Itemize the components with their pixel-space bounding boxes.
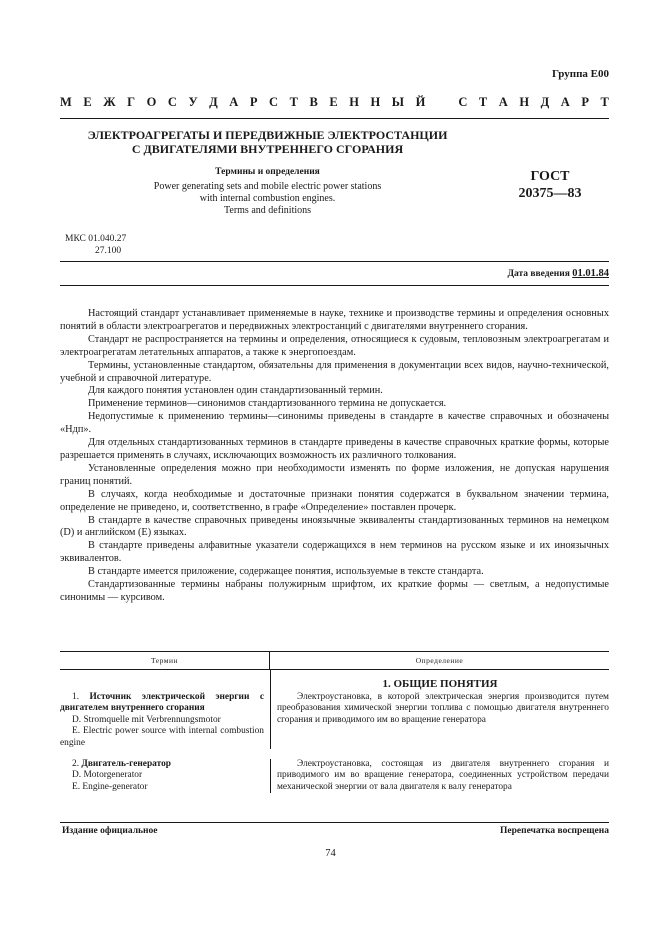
header-letter: Ы — [391, 95, 405, 109]
header-gap — [437, 95, 447, 110]
paragraph: Для отдельных стандартизованных терминов в стандарте приведены в качестве справочных краткие формы, которые разрешается применять в случаях, исключающих возможность их различного толкования. — [60, 437, 609, 461]
header-letter: С — [269, 95, 279, 109]
column-definition-header: Определение — [415, 655, 464, 665]
definition-text: Электроустановка, состоящая из двигателя внутреннего сгорания и приводимого им во вращение генератора, соединенных устройством передачи механической энергии от вала двигателя к валу генератора — [277, 759, 609, 792]
header-letter: С — [458, 95, 468, 109]
subtitle-en-line-3: Terms and definitions — [223, 205, 312, 216]
subtitle-en-line-2: with internal combustion engines. — [199, 193, 336, 204]
term-name: Двигатель-генератор — [81, 759, 171, 770]
header-rule — [60, 118, 609, 119]
header-letter: Ж — [103, 95, 116, 109]
header-letter: Р — [581, 95, 589, 109]
header-letter: М — [60, 95, 72, 109]
header-letter: А — [560, 95, 570, 109]
table-rows — [60, 692, 609, 793]
divider — [60, 261, 609, 262]
subtitle-en-line-1: Power generating sets and mobile electric power stations — [153, 181, 382, 192]
header-letter: Д — [540, 95, 550, 109]
standard-type-header — [60, 95, 609, 110]
paragraph: В случаях, когда необходимые и достаточные признаки понятия содержатся в буквальном значении термина, определение не приведено, и, соответственно, в графе «Определение» поставлен прочерк. — [60, 488, 609, 513]
gost-label: ГОСТ — [530, 169, 570, 184]
paragraph: Стандартизованные термины набраны полужирным шрифтом, их краткие формы — светлым, а недопустимые синонимы — курсивом. — [60, 579, 609, 603]
header-letter: А — [229, 95, 239, 109]
title-line-2: С ДВИГАТЕЛЯМИ ВНУТРЕННЕГО СГОРАНИЯ — [131, 142, 404, 156]
header-letter: Р — [249, 95, 258, 109]
paragraph: Термины, установленные стандартом, обязательны для применения в документации всех видов, научно-технической, учебной и справочной литературе. — [60, 359, 609, 384]
header-letter: Г — [127, 95, 136, 109]
paragraph: Установленные определения можно при необходимости изменять по форме изложения, не допуская нарушения границ понятий. — [60, 462, 609, 487]
title-line-1: ЭЛЕКТРОАГРЕГАТЫ И ПЕРЕДВИЖНЫЕ ЭЛЕКТРОСТАНЦИИ — [87, 128, 448, 142]
header-letter: Е — [329, 95, 338, 109]
reprint-prohibited-label: Перепечатка воспрещена — [499, 826, 609, 836]
table-row — [60, 692, 609, 749]
paragraph: В стандарте приведены алфавитные указатели содержащихся в нем терминов на русском языке и их иноязычных эквивалентов. — [60, 540, 609, 565]
header-letter: Й — [415, 95, 426, 109]
introduction-date — [507, 268, 609, 279]
column-term-header: Термин — [60, 652, 270, 669]
header-letter: Т — [478, 95, 488, 109]
header-letter: С — [167, 95, 177, 109]
paragraph: Недопустимые к применению термины—синонимы приведены в стандарте в качестве справочных и обозначены «Ндп». — [60, 411, 609, 436]
paragraph: Для каждого понятия установлен один стандартизованный термин. — [88, 385, 383, 397]
term-cell — [60, 759, 270, 793]
page-number: 74 — [325, 848, 336, 859]
gost-code: 20375—83 — [518, 186, 582, 201]
term-number: 2. — [72, 759, 82, 770]
term-english: E. Electric power source with internal combustion engine — [60, 726, 264, 748]
paragraph: Стандарт не распространяется на термины и определения, относящиеся к судовым, тепловозным электроагрегатам и электроагрегатам летательных аппаратов, а также к энергопоездам. — [60, 333, 609, 358]
header-letter: А — [498, 95, 508, 109]
body-text — [60, 308, 609, 605]
term-english: E. Engine-generator — [72, 781, 148, 792]
definition-text: Электроустановка, в которой электрическая энергия производится путем преобразования химической энергии топлива с помощью двигателя внутреннего сгорания и приводимого им во вращение генератора — [277, 692, 609, 725]
paragraph: В стандарте имеется приложение, содержащее понятия, используемые в тексте стандарта. — [88, 566, 484, 578]
table-row — [60, 759, 609, 793]
gost-number — [505, 168, 595, 202]
header-letter: Д — [209, 95, 218, 109]
mks-line-1: МКС 01.040.27 — [65, 234, 127, 244]
header-letter: В — [309, 95, 318, 109]
paragraph: Применение терминов—синонимов стандартизованного термина не допускается. — [88, 398, 447, 410]
document-title — [60, 128, 475, 156]
subtitle-english — [60, 181, 475, 217]
term-german: D. Motorgenerator — [72, 770, 143, 781]
divider — [60, 285, 609, 286]
official-edition-label: Издание официальное — [62, 826, 158, 836]
mks-line-2: 27.100 — [95, 246, 122, 256]
mks-code — [65, 233, 126, 257]
paragraph: В стандарте в качестве справочных приведены иноязычные эквиваленты стандартизованных терминов на немецком (D) и английском (E) языках. — [60, 514, 609, 539]
subtitle-russian: Термины и определения — [215, 167, 320, 177]
header-letter: Н — [370, 95, 381, 109]
footer-rule — [60, 822, 609, 823]
term-name: Источник электрической энергии с двигателем внутреннего сгорания — [60, 692, 264, 714]
header-letter: Т — [600, 95, 609, 109]
header-letter: Т — [289, 95, 298, 109]
definition-cell — [270, 759, 609, 793]
table-header — [60, 651, 609, 670]
group-label: Группа Е00 — [551, 68, 609, 80]
intro-date-value: 01.01.84 — [572, 268, 609, 279]
header-letter: Н — [519, 95, 530, 109]
term-number: 1. — [72, 692, 90, 702]
header-letter: О — [146, 95, 157, 109]
definition-cell — [270, 692, 609, 749]
header-letter: Е — [83, 95, 92, 109]
term-german: D. Stromquelle mit Verbrennungsmotor — [72, 714, 221, 725]
header-letter: Н — [349, 95, 359, 109]
term-cell — [60, 692, 270, 749]
section-title: 1. ОБЩИЕ ПОНЯТИЯ — [270, 670, 609, 692]
header-letter: У — [188, 95, 198, 109]
paragraph: Настоящий стандарт устанавливает применяемые в науке, технике и производстве термины и определения основных понятий в области электроагрегатов и передвижных электростанций с двигателями внутреннего сгорания. — [60, 308, 609, 332]
intro-date-label: Дата введения — [507, 269, 570, 279]
terms-table — [60, 651, 609, 793]
